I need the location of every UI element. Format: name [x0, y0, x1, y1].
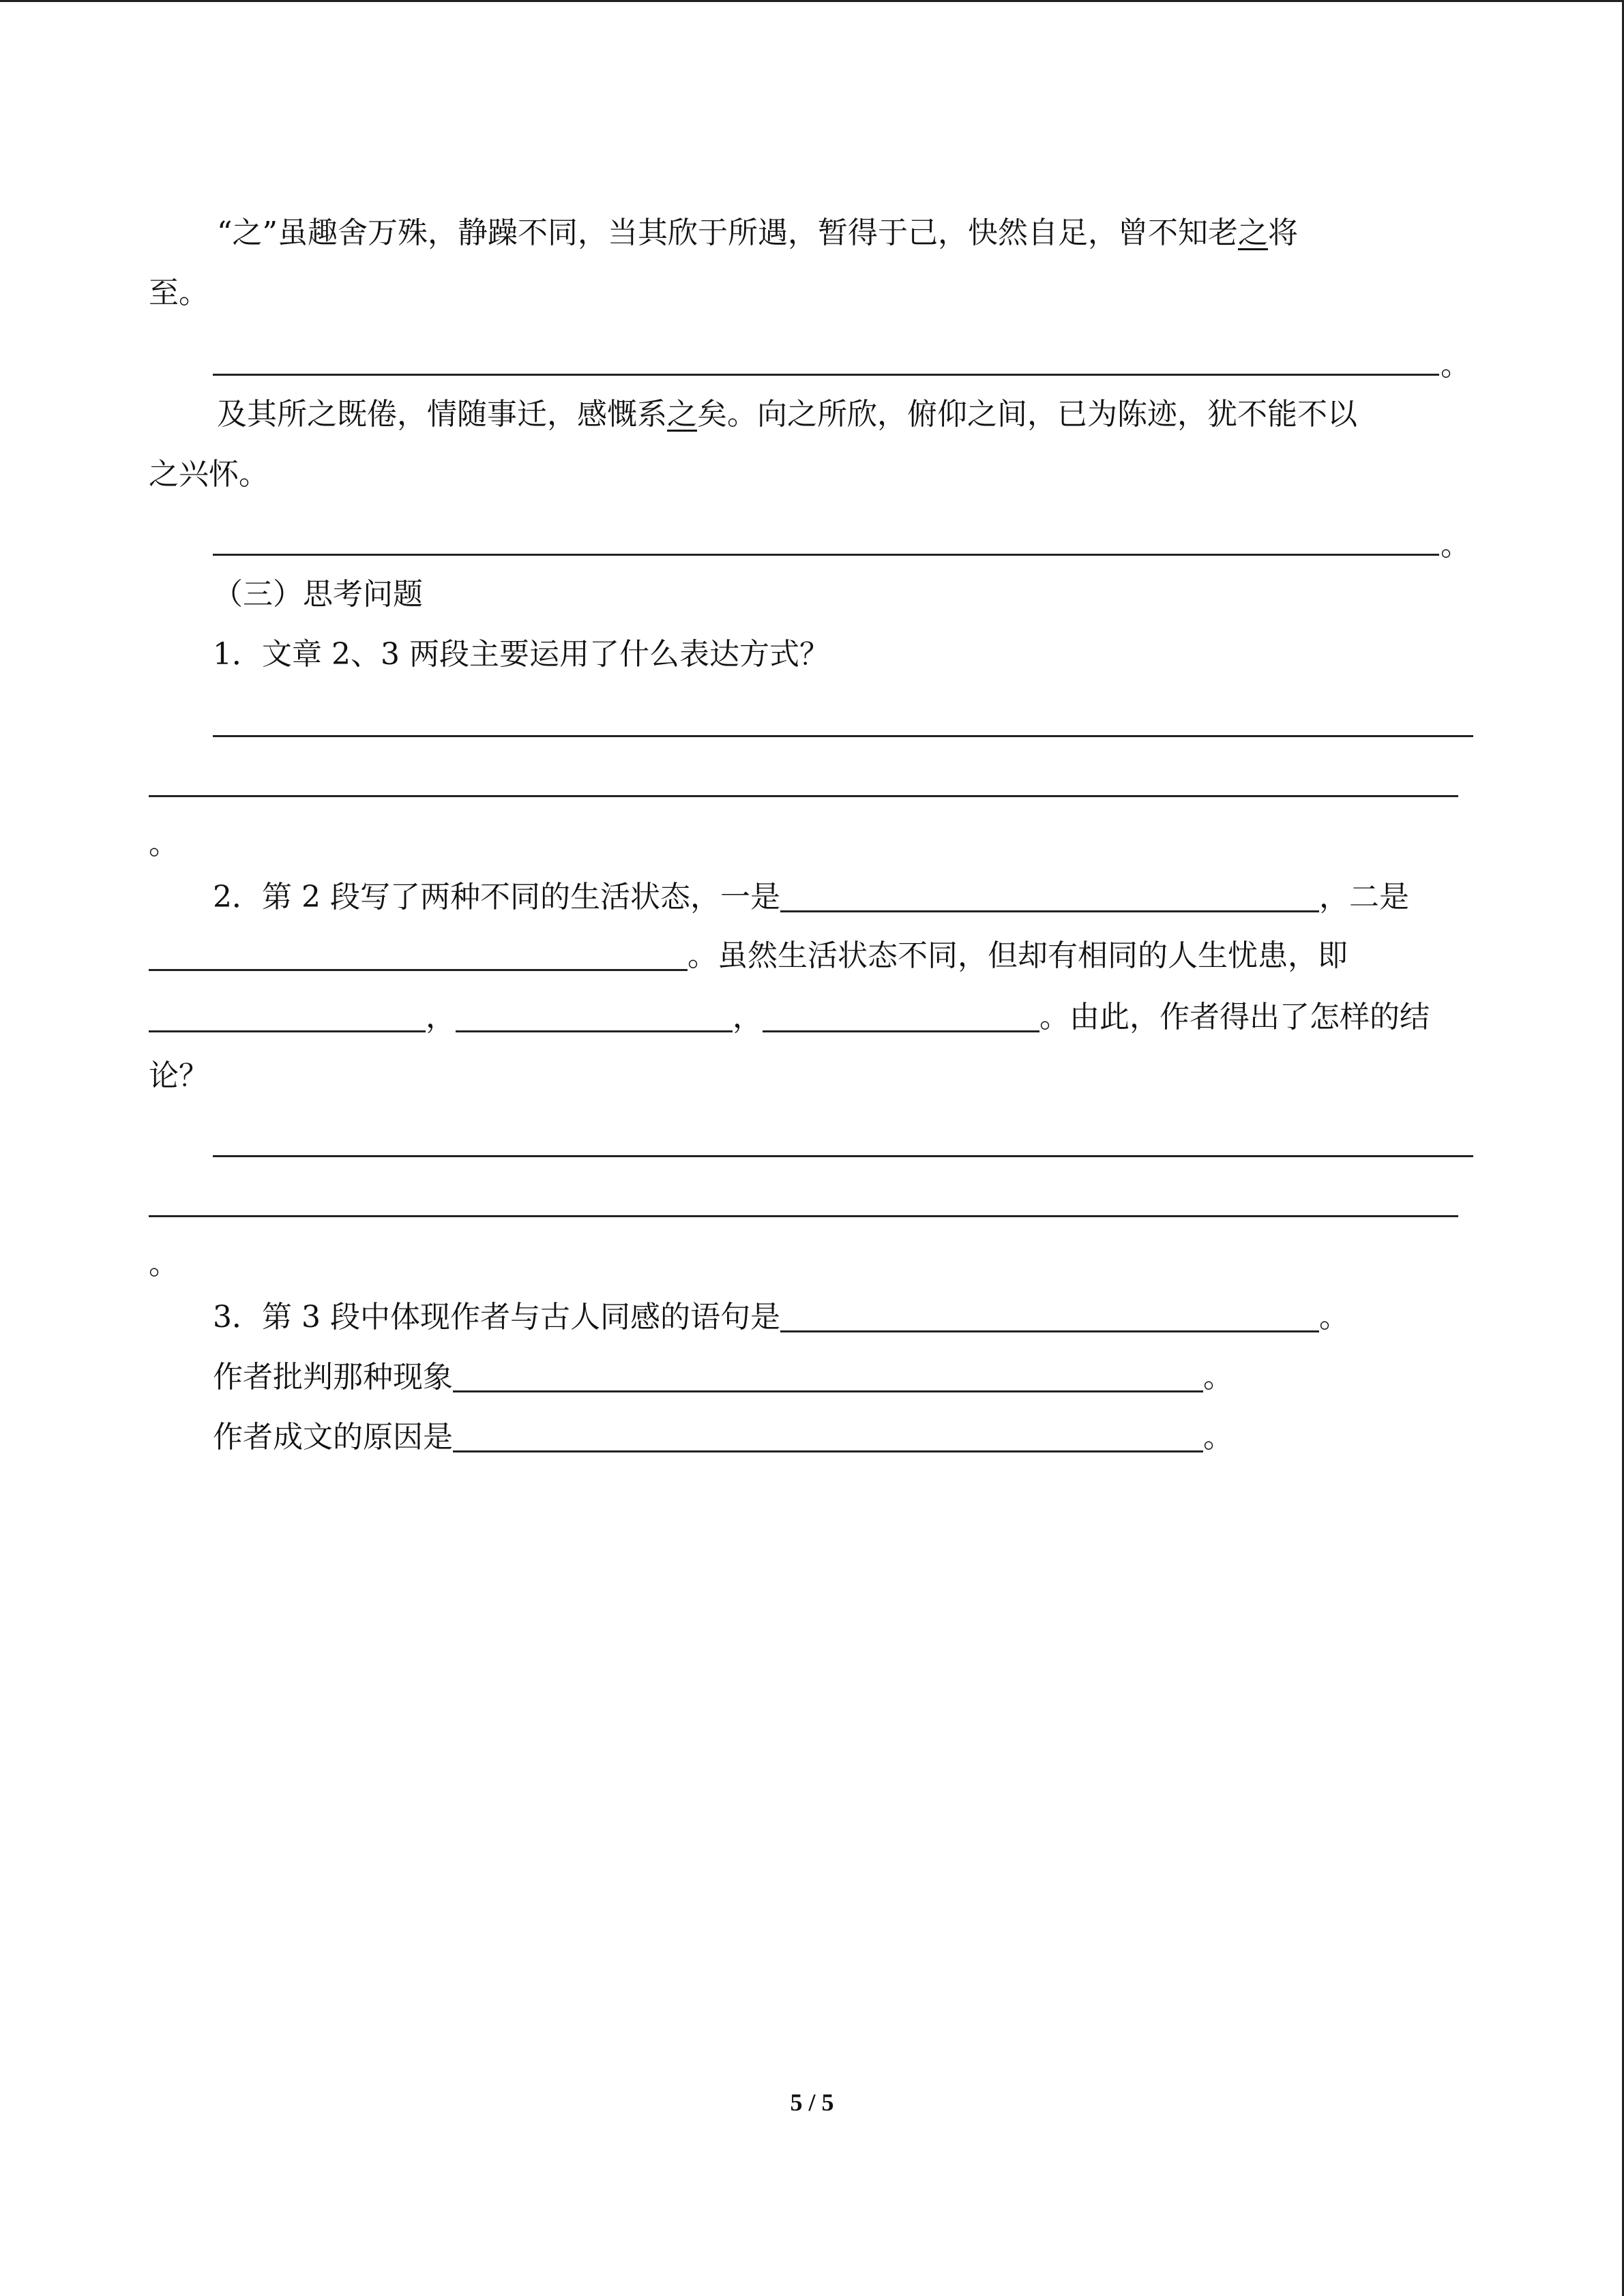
q2-blank-1[interactable]	[780, 910, 1319, 912]
q2-blank-2[interactable]	[149, 969, 688, 971]
q3-period-2: 。	[1203, 1360, 1233, 1395]
passage1-line2	[149, 273, 209, 314]
q2-blank-3[interactable]	[149, 1030, 426, 1032]
q3-blank-1[interactable]	[780, 1330, 1319, 1332]
q3-blank-2[interactable]	[453, 1390, 1203, 1392]
answer-line-2-period: 。	[1441, 528, 1471, 563]
answer-line-1[interactable]	[213, 374, 1439, 376]
question-3-line1	[213, 1297, 1349, 1338]
question-3-line2	[213, 1357, 1233, 1398]
passage2-line2-text: 之兴怀。	[149, 457, 269, 492]
q3-period-3: 。	[1203, 1420, 1233, 1455]
q2-text-2: ，二是	[1318, 880, 1409, 914]
page-number: 5 / 5	[790, 2089, 834, 2116]
q2-blank-5[interactable]	[763, 1030, 1039, 1032]
q2-period: 。	[149, 1247, 179, 1281]
q2-comma-2: ，	[733, 1000, 763, 1034]
passage2-line2	[149, 454, 269, 495]
passage2-text: 及其所之既倦，情随事迁，感慨系	[217, 397, 667, 432]
q3-blank-3[interactable]	[453, 1450, 1203, 1452]
q1-answer-line-2[interactable]	[149, 795, 1458, 797]
passage1-line1	[217, 213, 1298, 254]
passage2-line1	[217, 394, 1357, 435]
question-2-line1	[213, 877, 1409, 918]
passage1-underlined-word: 之	[1238, 215, 1268, 250]
q2-comma-1: ，	[426, 1000, 456, 1034]
q1-answer-line-1[interactable]	[213, 735, 1473, 737]
q2-blank-4[interactable]	[456, 1030, 733, 1032]
q3-text-3: 作者成文的原因是	[213, 1420, 453, 1455]
passage2-text-end: 矣。向之所欣，俯仰之间，已为陈迹，犹不能不以	[697, 397, 1357, 432]
question-2-line3	[149, 997, 1430, 1038]
q1-period: 。	[149, 826, 179, 861]
answer-line-2[interactable]	[213, 554, 1439, 556]
answer-line-1-period: 。	[1441, 348, 1471, 383]
question-2-line4: 论？	[149, 1058, 209, 1093]
q3-text-2: 作者批判那种现象	[213, 1360, 453, 1395]
q3-period-1: 。	[1318, 1300, 1349, 1335]
q2-text-3: 。虽然生活状态不同，但却有相同的人生忧患，即	[688, 938, 1348, 973]
q2-answer-line-1[interactable]	[213, 1155, 1473, 1157]
section-title: （三）思考问题	[213, 577, 423, 612]
passage1-line2-text: 至。	[149, 275, 209, 310]
passage2-underlined-word: 之	[667, 397, 697, 432]
question-3-line3	[213, 1417, 1233, 1458]
passage1-text-end: 将	[1268, 215, 1298, 250]
q2-text-1: 2．第 2 段写了两种不同的生活状态，一是	[213, 880, 780, 914]
q3-text-1: 3．第 3 段中体现作者与古人同感的语句是	[213, 1300, 780, 1335]
question-1: 1．文章 2、3 两段主要运用了什么表达方式？	[213, 637, 829, 672]
q2-answer-line-2[interactable]	[149, 1215, 1458, 1217]
passage1-text: “之”虽趣舍万殊，静躁不同，当其欣于所遇，暂得于己，快然自足，曾不知老	[217, 215, 1238, 250]
q2-text-4: 。由此，作者得出了怎样的结	[1039, 1000, 1430, 1034]
question-2-line2	[149, 936, 1348, 976]
